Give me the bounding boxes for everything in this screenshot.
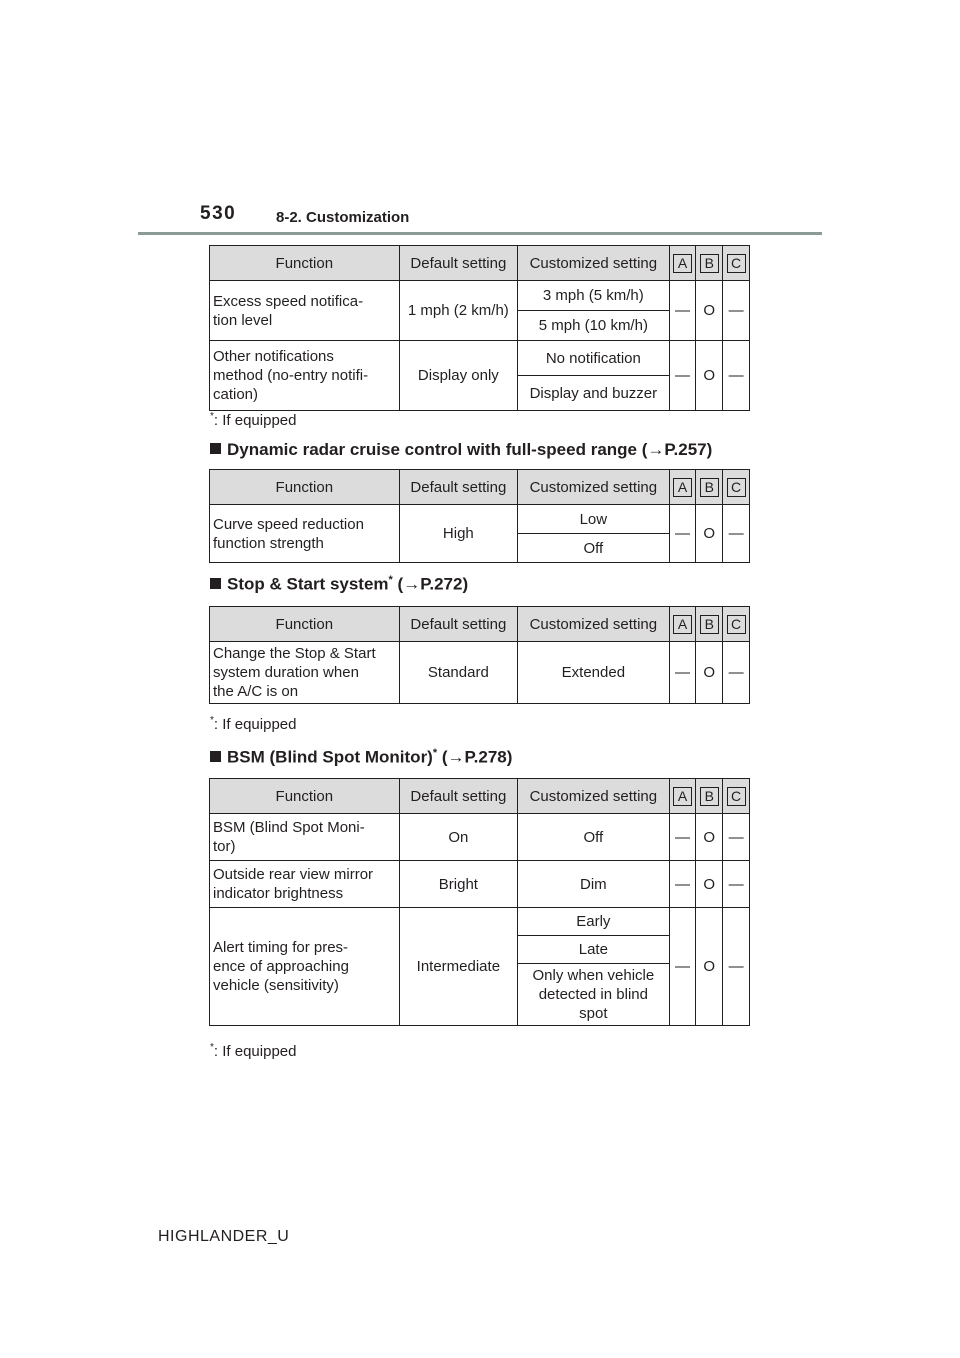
box-letter-b: B [700,787,719,806]
table-row [210,341,750,376]
header-a [669,470,696,505]
cell-option: Extended [518,642,669,704]
bullet-square-icon [210,443,221,454]
footer-model-code: HIGHLANDER_U [158,1228,290,1245]
subhead-text: Stop & Start system [227,574,389,594]
header-default: Default setting [399,607,518,642]
header-a [669,607,696,642]
cell-a: — [669,861,696,908]
cell-a: — [669,341,696,411]
table-row [210,814,750,861]
box-letter-a: A [673,615,692,634]
header-rule [138,232,822,235]
cell-option: Off [518,814,669,861]
box-letter-c: C [727,787,746,806]
cell-option: Only when vehicle detected in blind spot [518,964,669,1026]
subhead-text: ( [437,747,448,767]
cell-option: Dim [518,861,669,908]
box-letter-a: A [673,254,692,273]
header-customized: Customized setting [518,246,669,281]
cell-a: — [669,814,696,861]
box-letter-c: C [727,254,746,273]
cell-c: — [723,908,750,1026]
cell-b: O [696,505,723,563]
cell-default: On [399,814,518,861]
table-row [210,861,750,908]
footnote [210,411,296,429]
subhead-text: BSM (Blind Spot Monitor) [227,747,433,767]
cell-option: 5 mph (10 km/h) [518,311,669,341]
table-row [210,281,750,311]
header-b [696,607,723,642]
footnote-marker: * [388,574,393,586]
cell-default: High [399,505,518,563]
cell-default: Bright [399,861,518,908]
header-default: Default setting [399,779,518,814]
header-default: Default setting [399,246,518,281]
box-letter-a: A [673,787,692,806]
header-c [723,470,750,505]
cell-c: — [723,505,750,563]
page-number: 530 [200,203,237,224]
cell-option: Display and buzzer [518,376,669,411]
footnote [210,1042,296,1060]
cell-function: BSM (Blind Spot Moni- tor) [210,814,400,861]
cell-a: — [669,908,696,1026]
header-b [696,470,723,505]
header-c [723,607,750,642]
footnote [210,715,296,733]
header-function: Function [210,470,400,505]
cell-b: O [696,642,723,704]
table-stop-start [209,606,750,704]
cell-option: No notification [518,341,669,376]
section-title: 8-2. Customization [276,209,410,226]
box-letter-b: B [700,478,719,497]
footnote-marker: * [432,747,438,759]
cell-b: O [696,908,723,1026]
cell-option: Off [518,534,669,563]
cell-function: Excess speed notifica- tion level [210,281,400,341]
cell-b: O [696,814,723,861]
cell-default: 1 mph (2 km/h) [399,281,518,341]
bullet-square-icon [210,578,221,589]
table-row [210,642,750,704]
cell-b: O [696,281,723,341]
header-c [723,779,750,814]
cell-b: O [696,341,723,411]
cell-option: Low [518,505,669,534]
cell-function: Curve speed reduction function strength [210,505,400,563]
header-function: Function [210,779,400,814]
table-speed-notifications [209,245,750,411]
header-function: Function [210,607,400,642]
footnote-text: : If equipped [213,412,297,429]
table-radar-cruise [209,469,750,563]
cell-option: Early [518,908,669,936]
cell-a: — [669,281,696,341]
box-letter-b: B [700,254,719,273]
subhead-stop-start [210,574,468,595]
page-ref-link[interactable]: P.278) [464,747,513,767]
cell-a: — [669,505,696,563]
cell-default: Standard [399,642,518,704]
table-header-row [210,779,750,814]
table-header-row [210,607,750,642]
footnote-text: : If equipped [213,716,297,733]
page-ref-link[interactable]: P.257) [664,440,713,459]
box-letter-b: B [700,615,719,634]
table-header-row [210,470,750,505]
table-row [210,505,750,534]
header-customized: Customized setting [518,470,669,505]
header-b [696,246,723,281]
header-customized: Customized setting [518,779,669,814]
table-bsm [209,778,750,1026]
header-a [669,779,696,814]
cell-function: Other notifications method (no-entry notifi- cation) [210,341,400,411]
cell-c: — [723,281,750,341]
header-default: Default setting [399,470,518,505]
footnote-text: : If equipped [213,1043,297,1060]
header-c [723,246,750,281]
table-header-row [210,246,750,281]
subhead-radar-cruise [210,440,712,460]
subhead-text: ( [392,574,404,594]
arrow-right-icon: → [647,440,665,459]
subhead-text: Dynamic radar cruise control with full-speed range ( [227,440,648,459]
header-b [696,779,723,814]
box-letter-c: C [727,478,746,497]
cell-c: — [723,861,750,908]
header-function: Function [210,246,400,281]
cell-function: Change the Stop & Start system duration when the A/C is on [210,642,400,704]
header-a [669,246,696,281]
cell-c: — [723,341,750,411]
cell-option: 3 mph (5 km/h) [518,281,669,311]
arrow-right-icon: → [447,747,465,767]
box-letter-c: C [727,615,746,634]
cell-c: — [723,642,750,704]
cell-b: O [696,861,723,908]
footnote-marker: * [210,1042,214,1053]
cell-function: Alert timing for pres- ence of approaching vehicle (sensitivity) [210,908,400,1026]
cell-default: Display only [399,341,518,411]
box-letter-a: A [673,478,692,497]
cell-function: Outside rear view mirror indicator brightness [210,861,400,908]
page-ref-link[interactable]: P.272) [420,574,469,594]
footnote-marker: * [210,715,214,726]
arrow-right-icon: → [403,574,421,594]
header-customized: Customized setting [518,607,669,642]
subhead-bsm [210,747,512,768]
table-row [210,908,750,936]
cell-default: Intermediate [399,908,518,1026]
cell-c: — [723,814,750,861]
bullet-square-icon [210,751,221,762]
cell-option: Late [518,936,669,964]
cell-a: — [669,642,696,704]
footnote-marker: * [210,411,214,422]
